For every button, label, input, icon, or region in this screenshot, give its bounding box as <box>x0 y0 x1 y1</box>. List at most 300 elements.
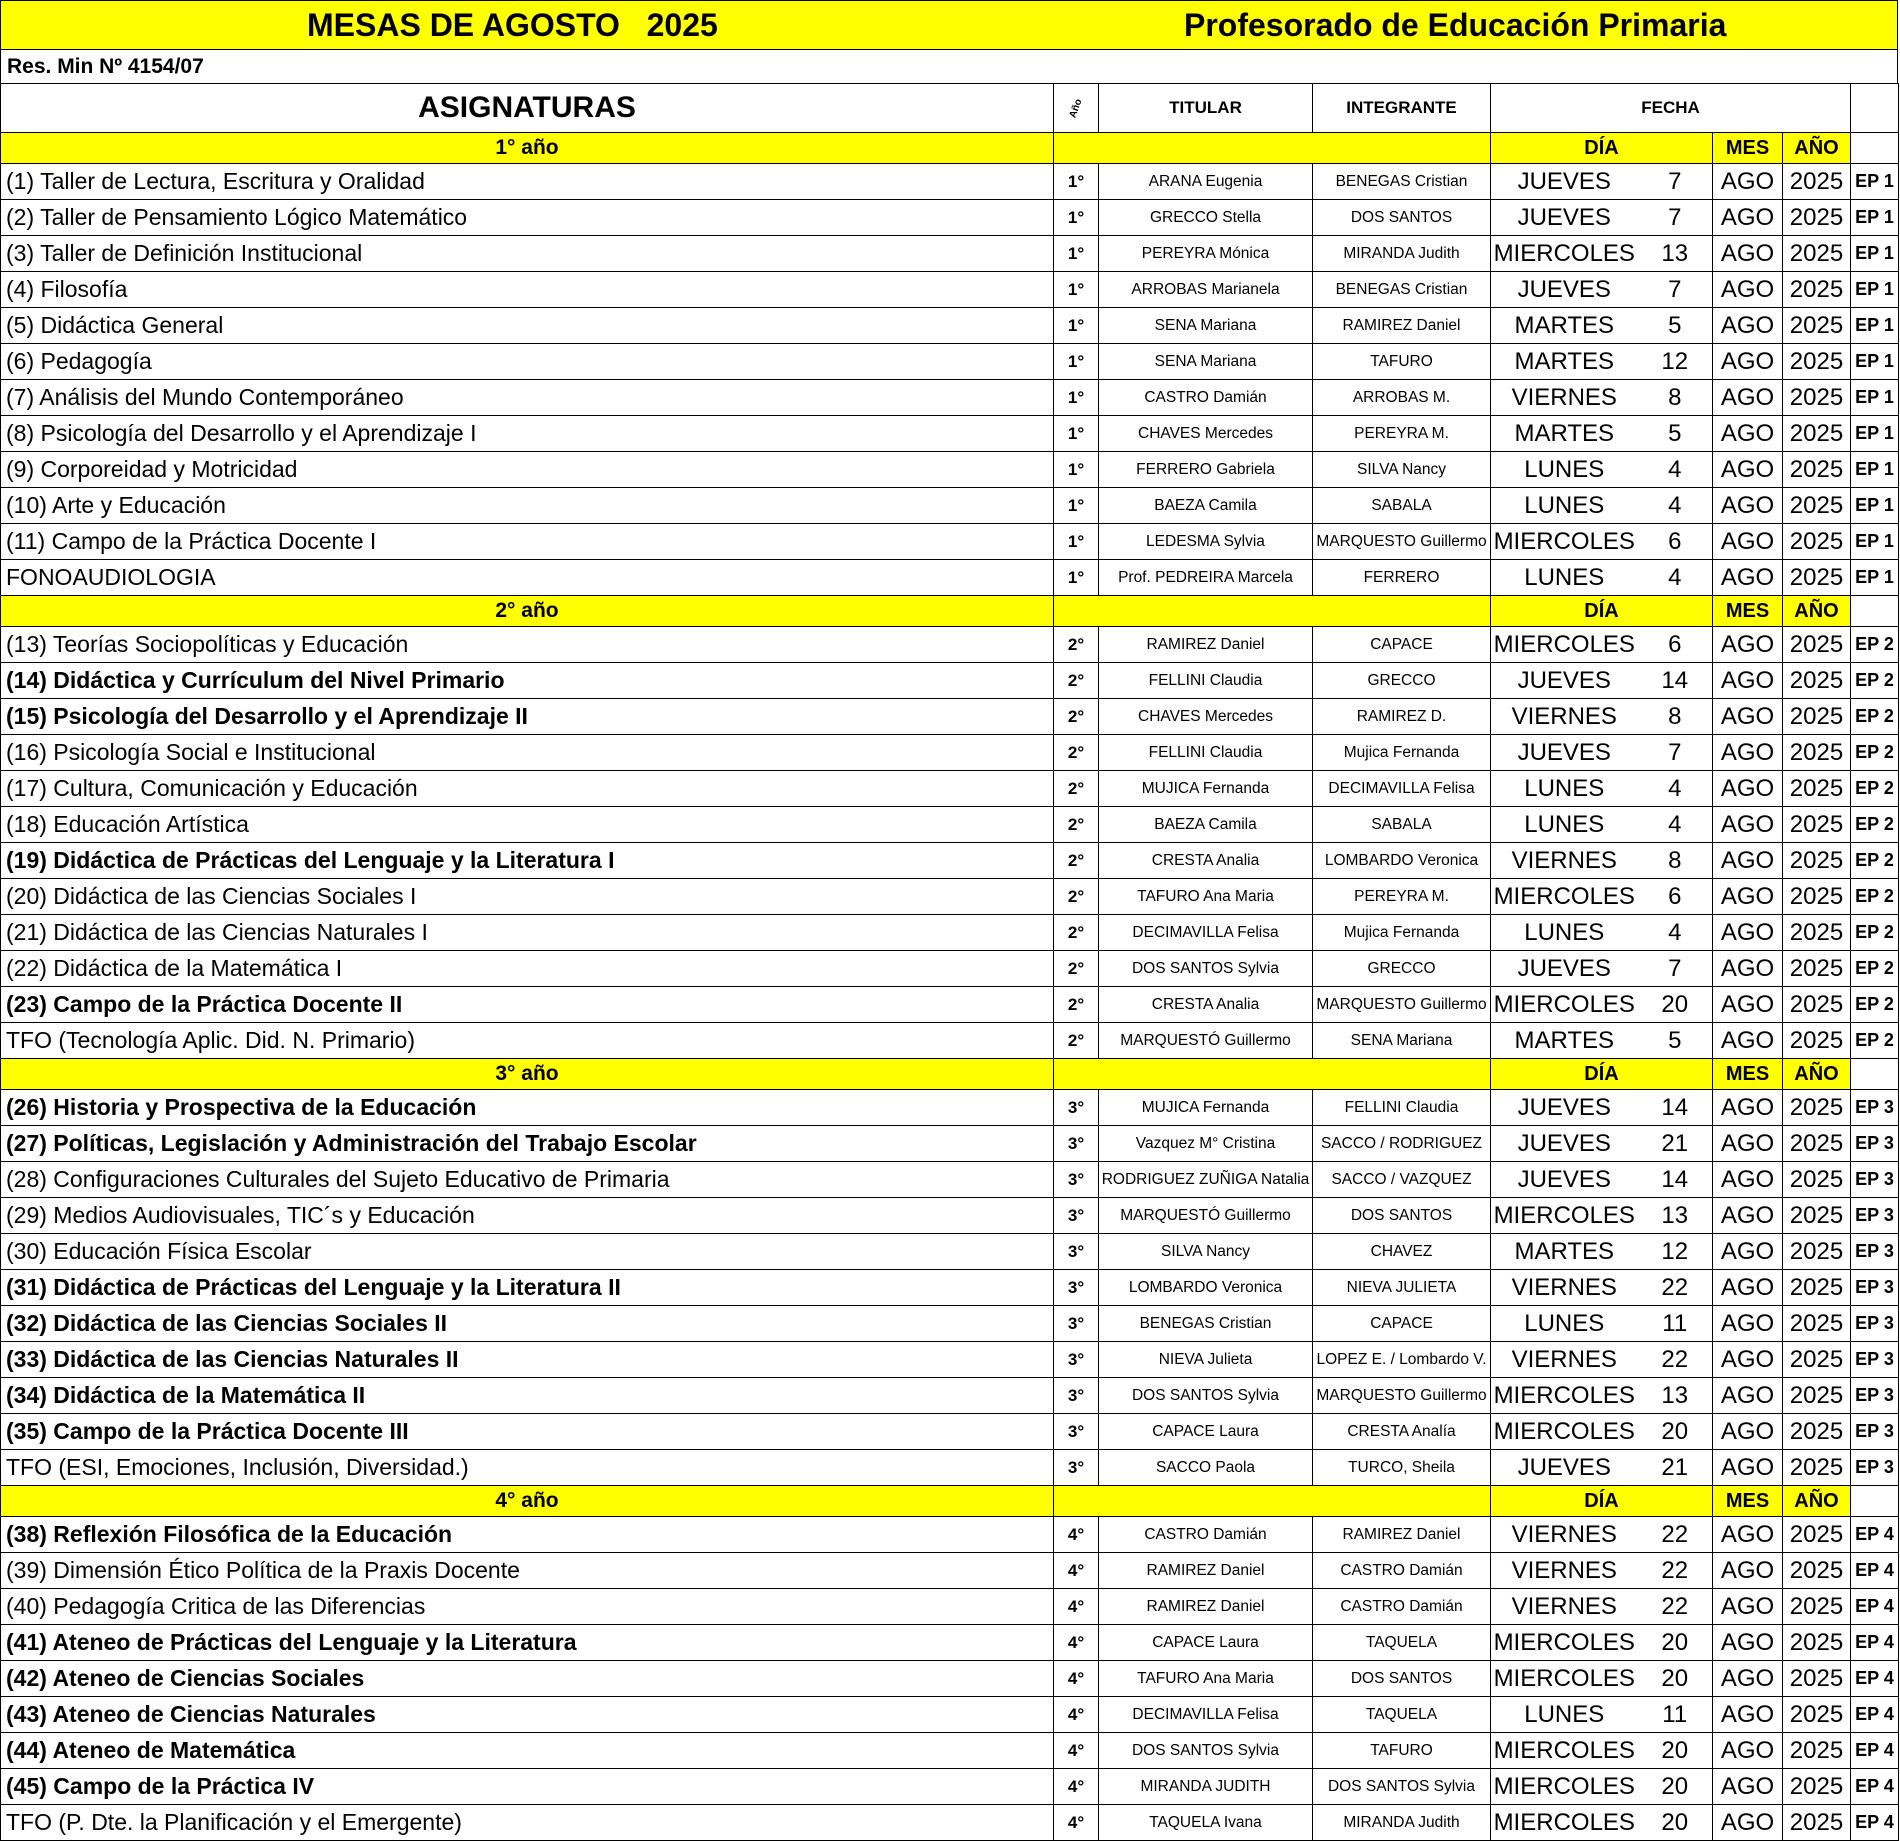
subject-cell <box>1 1126 1054 1162</box>
titular-cell: DOS SANTOS Sylvia <box>1099 1733 1313 1769</box>
year-date-cell: 2025 <box>1783 771 1851 807</box>
subject-name: (10) Arte y Educación <box>6 492 226 518</box>
day-cell: MARTES <box>1491 308 1638 344</box>
integrante-cell: SACCO / RODRIGUEZ <box>1313 1126 1491 1162</box>
year-cell: 2° <box>1054 807 1099 843</box>
integrante-cell: FERRERO <box>1313 560 1491 596</box>
subject-name: (17) Cultura, Comunicación y Educación <box>6 775 418 801</box>
ep-cell: EP 2 <box>1851 1023 1899 1059</box>
year-cell: 3° <box>1054 1414 1099 1450</box>
day-cell: LUNES <box>1491 807 1638 843</box>
integrante-cell: MIRANDA Judith <box>1313 236 1491 272</box>
year-date-cell: 2025 <box>1783 1625 1851 1661</box>
month-cell: AGO <box>1713 1414 1783 1450</box>
integrante-cell: MARQUESTO Guillermo <box>1313 987 1491 1023</box>
subject-name: (1) Taller de Lectura, Escritura y Oralidad <box>6 168 425 194</box>
year-date-cell: 2025 <box>1783 1450 1851 1486</box>
year-cell: 3° <box>1054 1126 1099 1162</box>
titular-cell: CRESTA Analia <box>1099 843 1313 879</box>
titular-cell: RAMIREZ Daniel <box>1099 1553 1313 1589</box>
section-empty-cell <box>1054 1486 1491 1517</box>
month-cell: AGO <box>1713 951 1783 987</box>
titular-cell: MARQUESTÓ Guillermo <box>1099 1023 1313 1059</box>
table-row <box>1 560 1899 596</box>
section-ano-label: AÑO <box>1783 596 1851 627</box>
header-anio-text: Año <box>1067 96 1085 120</box>
section-header-row <box>1 1486 1899 1517</box>
year-cell: 4° <box>1054 1769 1099 1805</box>
titular-cell: CASTRO Damián <box>1099 380 1313 416</box>
table-row <box>1 1414 1899 1450</box>
ep-cell: EP 1 <box>1851 452 1899 488</box>
month-cell: AGO <box>1713 1805 1783 1841</box>
year-cell: 1° <box>1054 452 1099 488</box>
month-cell: AGO <box>1713 344 1783 380</box>
day-cell: JUEVES <box>1491 1162 1638 1198</box>
date-number-cell: 11 <box>1638 1306 1713 1342</box>
date-number-cell: 20 <box>1638 1414 1713 1450</box>
titular-cell: PEREYRA Mónica <box>1099 236 1313 272</box>
section-empty-cell <box>1054 1059 1491 1090</box>
date-number-cell: 4 <box>1638 488 1713 524</box>
year-cell: 1° <box>1054 164 1099 200</box>
date-number-cell: 5 <box>1638 308 1713 344</box>
year-cell: 2° <box>1054 735 1099 771</box>
table-row <box>1 843 1899 879</box>
ep-cell: EP 2 <box>1851 951 1899 987</box>
month-cell: AGO <box>1713 1162 1783 1198</box>
titular-cell: DOS SANTOS Sylvia <box>1099 1378 1313 1414</box>
section-blank-cell <box>1851 1486 1899 1517</box>
ep-cell: EP 2 <box>1851 771 1899 807</box>
date-number-cell: 4 <box>1638 771 1713 807</box>
subject-name: FONOAUDIOLOGIA <box>6 564 216 590</box>
titular-cell: BENEGAS Cristian <box>1099 1306 1313 1342</box>
titular-cell: FELLINI Claudia <box>1099 663 1313 699</box>
date-number-cell: 13 <box>1638 236 1713 272</box>
date-number-cell: 7 <box>1638 200 1713 236</box>
integrante-cell: RAMIREZ D. <box>1313 699 1491 735</box>
titular-cell: CHAVES Mercedes <box>1099 699 1313 735</box>
title-profesorado: Profesorado de Educación Primaria <box>1184 7 1727 43</box>
titular-cell: SACCO Paola <box>1099 1450 1313 1486</box>
ep-cell: EP 2 <box>1851 843 1899 879</box>
integrante-cell: CHAVEZ <box>1313 1234 1491 1270</box>
ep-cell: EP 4 <box>1851 1661 1899 1697</box>
year-date-cell: 2025 <box>1783 1378 1851 1414</box>
day-cell: MIERCOLES <box>1491 1378 1638 1414</box>
table-row <box>1 452 1899 488</box>
titular-cell: MIRANDA JUDITH <box>1099 1769 1313 1805</box>
month-cell: AGO <box>1713 200 1783 236</box>
month-cell: AGO <box>1713 272 1783 308</box>
table-row <box>1 1661 1899 1697</box>
subject-cell <box>1 987 1054 1023</box>
date-number-cell: 22 <box>1638 1553 1713 1589</box>
year-cell: 2° <box>1054 663 1099 699</box>
section-dia-label: DÍA <box>1491 1486 1713 1517</box>
section-blank-cell <box>1851 596 1899 627</box>
table-row <box>1 380 1899 416</box>
integrante-cell: TAFURO <box>1313 344 1491 380</box>
day-cell: VIERNES <box>1491 699 1638 735</box>
day-cell: LUNES <box>1491 1697 1638 1733</box>
subject-name: (14) Didáctica y Currículum del Nivel Primario <box>6 667 505 693</box>
ep-cell: EP 4 <box>1851 1769 1899 1805</box>
date-number-cell: 7 <box>1638 272 1713 308</box>
year-cell: 4° <box>1054 1733 1099 1769</box>
subject-cell <box>1 344 1054 380</box>
year-date-cell: 2025 <box>1783 164 1851 200</box>
day-cell: MIERCOLES <box>1491 879 1638 915</box>
titular-cell: CASTRO Damián <box>1099 1517 1313 1553</box>
ep-cell: EP 1 <box>1851 272 1899 308</box>
month-cell: AGO <box>1713 663 1783 699</box>
day-cell: VIERNES <box>1491 1589 1638 1625</box>
integrante-cell: DOS SANTOS <box>1313 1198 1491 1234</box>
subject-name: (43) Ateneo de Ciencias Naturales <box>6 1701 376 1727</box>
subject-name: (44) Ateneo de Matemática <box>6 1737 296 1763</box>
titular-cell: BAEZA Camila <box>1099 488 1313 524</box>
subject-cell <box>1 1270 1054 1306</box>
subject-name: (13) Teorías Sociopolíticas y Educación <box>6 631 409 657</box>
ep-cell: EP 4 <box>1851 1625 1899 1661</box>
date-number-cell: 22 <box>1638 1517 1713 1553</box>
titular-cell: CRESTA Analia <box>1099 987 1313 1023</box>
date-number-cell: 4 <box>1638 807 1713 843</box>
month-cell: AGO <box>1713 452 1783 488</box>
subject-cell <box>1 272 1054 308</box>
subject-name: (41) Ateneo de Prácticas del Lenguaje y la Literatura <box>6 1629 577 1655</box>
subject-name: (23) Campo de la Práctica Docente II <box>6 991 403 1017</box>
subject-cell <box>1 915 1054 951</box>
day-cell: MARTES <box>1491 416 1638 452</box>
day-cell: MIERCOLES <box>1491 1625 1638 1661</box>
day-cell: JUEVES <box>1491 951 1638 987</box>
integrante-cell: TAFURO <box>1313 1733 1491 1769</box>
month-cell: AGO <box>1713 1733 1783 1769</box>
date-number-cell: 22 <box>1638 1270 1713 1306</box>
date-number-cell: 20 <box>1638 987 1713 1023</box>
subject-name: (26) Historia y Prospectiva de la Educación <box>6 1094 477 1120</box>
day-cell: MIERCOLES <box>1491 1805 1638 1841</box>
year-cell: 2° <box>1054 843 1099 879</box>
year-date-cell: 2025 <box>1783 987 1851 1023</box>
ep-cell: EP 3 <box>1851 1234 1899 1270</box>
date-number-cell: 5 <box>1638 416 1713 452</box>
year-cell: 3° <box>1054 1270 1099 1306</box>
year-cell: 1° <box>1054 380 1099 416</box>
day-cell: LUNES <box>1491 452 1638 488</box>
year-date-cell: 2025 <box>1783 380 1851 416</box>
year-date-cell: 2025 <box>1783 1661 1851 1697</box>
subject-name: (2) Taller de Pensamiento Lógico Matemático <box>6 204 468 230</box>
table-row <box>1 1234 1899 1270</box>
section-mes-label: MES <box>1713 1486 1783 1517</box>
year-date-cell: 2025 <box>1783 560 1851 596</box>
year-cell: 4° <box>1054 1661 1099 1697</box>
integrante-cell: SENA Mariana <box>1313 1023 1491 1059</box>
table-row <box>1 1378 1899 1414</box>
titular-cell: SENA Mariana <box>1099 308 1313 344</box>
section-header-row <box>1 1059 1899 1090</box>
year-cell: 2° <box>1054 699 1099 735</box>
titular-cell: TAFURO Ana Maria <box>1099 1661 1313 1697</box>
titular-cell: ARANA Eugenia <box>1099 164 1313 200</box>
date-number-cell: 8 <box>1638 699 1713 735</box>
titular-cell: BAEZA Camila <box>1099 807 1313 843</box>
section-title: 3° año <box>1 1059 1054 1090</box>
table-row <box>1 1625 1899 1661</box>
subject-name: (38) Reflexión Filosófica de la Educación <box>6 1521 453 1547</box>
year-date-cell: 2025 <box>1783 1697 1851 1733</box>
date-number-cell: 6 <box>1638 524 1713 560</box>
table-row <box>1 1697 1899 1733</box>
day-cell: MIERCOLES <box>1491 627 1638 663</box>
table-row <box>1 915 1899 951</box>
year-date-cell: 2025 <box>1783 1126 1851 1162</box>
day-cell: JUEVES <box>1491 1450 1638 1486</box>
month-cell: AGO <box>1713 1378 1783 1414</box>
table-row <box>1 1162 1899 1198</box>
day-cell: JUEVES <box>1491 272 1638 308</box>
section-header-row <box>1 596 1899 627</box>
header-titular: TITULAR <box>1099 84 1313 133</box>
subject-name: (42) Ateneo de Ciencias Sociales <box>6 1665 365 1691</box>
integrante-cell: DECIMAVILLA Felisa <box>1313 771 1491 807</box>
table-row <box>1 1517 1899 1553</box>
subject-name: (21) Didáctica de las Ciencias Naturales I <box>6 919 428 945</box>
ep-cell: EP 2 <box>1851 879 1899 915</box>
date-number-cell: 14 <box>1638 1090 1713 1126</box>
date-number-cell: 7 <box>1638 164 1713 200</box>
integrante-cell: MARQUESTO Guillermo <box>1313 524 1491 560</box>
subject-name: (30) Educación Física Escolar <box>6 1238 312 1264</box>
date-number-cell: 12 <box>1638 344 1713 380</box>
table-row <box>1 1342 1899 1378</box>
ep-cell: EP 3 <box>1851 1342 1899 1378</box>
subject-cell <box>1 380 1054 416</box>
subject-cell <box>1 1733 1054 1769</box>
titular-cell: RODRIGUEZ ZUÑIGA Natalia <box>1099 1162 1313 1198</box>
month-cell: AGO <box>1713 627 1783 663</box>
subject-name: TFO (ESI, Emociones, Inclusión, Diversidad.) <box>6 1454 469 1480</box>
subject-cell <box>1 1769 1054 1805</box>
integrante-cell: PEREYRA M. <box>1313 879 1491 915</box>
year-date-cell: 2025 <box>1783 1414 1851 1450</box>
ep-cell: EP 1 <box>1851 416 1899 452</box>
ep-cell: EP 1 <box>1851 380 1899 416</box>
month-cell: AGO <box>1713 807 1783 843</box>
day-cell: MIERCOLES <box>1491 1769 1638 1805</box>
ep-cell: EP 4 <box>1851 1697 1899 1733</box>
date-number-cell: 6 <box>1638 627 1713 663</box>
year-cell: 2° <box>1054 1023 1099 1059</box>
integrante-cell: SILVA Nancy <box>1313 452 1491 488</box>
subject-name: (35) Campo de la Práctica Docente III <box>6 1418 409 1444</box>
titular-cell: NIEVA Julieta <box>1099 1342 1313 1378</box>
year-date-cell: 2025 <box>1783 1306 1851 1342</box>
day-cell: MIERCOLES <box>1491 1198 1638 1234</box>
subject-name: (22) Didáctica de la Matemática I <box>6 955 343 981</box>
table-row <box>1 272 1899 308</box>
day-cell: VIERNES <box>1491 1553 1638 1589</box>
year-date-cell: 2025 <box>1783 524 1851 560</box>
ep-cell: EP 3 <box>1851 1414 1899 1450</box>
subject-cell <box>1 1553 1054 1589</box>
ep-cell: EP 2 <box>1851 663 1899 699</box>
day-cell: LUNES <box>1491 915 1638 951</box>
table-row <box>1 344 1899 380</box>
month-cell: AGO <box>1713 987 1783 1023</box>
year-date-cell: 2025 <box>1783 1733 1851 1769</box>
titular-cell: CHAVES Mercedes <box>1099 416 1313 452</box>
year-cell: 3° <box>1054 1378 1099 1414</box>
year-date-cell: 2025 <box>1783 699 1851 735</box>
section-mes-label: MES <box>1713 1059 1783 1090</box>
ep-cell: EP 3 <box>1851 1198 1899 1234</box>
day-cell: MARTES <box>1491 344 1638 380</box>
date-number-cell: 21 <box>1638 1450 1713 1486</box>
year-date-cell: 2025 <box>1783 1342 1851 1378</box>
year-cell: 4° <box>1054 1589 1099 1625</box>
day-cell: LUNES <box>1491 771 1638 807</box>
subject-cell <box>1 1342 1054 1378</box>
subject-name: (45) Campo de la Práctica IV <box>6 1773 315 1799</box>
ep-cell: EP 4 <box>1851 1733 1899 1769</box>
date-number-cell: 5 <box>1638 1023 1713 1059</box>
exam-schedule-table <box>0 83 1899 1841</box>
ep-cell: EP 2 <box>1851 987 1899 1023</box>
subject-cell <box>1 1697 1054 1733</box>
table-row <box>1 1198 1899 1234</box>
subject-cell <box>1 843 1054 879</box>
table-row <box>1 987 1899 1023</box>
year-date-cell: 2025 <box>1783 488 1851 524</box>
table-row <box>1 879 1899 915</box>
subject-cell <box>1 699 1054 735</box>
date-number-cell: 12 <box>1638 1234 1713 1270</box>
month-cell: AGO <box>1713 1306 1783 1342</box>
table-row <box>1 1126 1899 1162</box>
day-cell: JUEVES <box>1491 200 1638 236</box>
subject-name: (18) Educación Artística <box>6 811 249 837</box>
year-cell: 1° <box>1054 488 1099 524</box>
integrante-cell: GRECCO <box>1313 663 1491 699</box>
titular-cell: LOMBARDO Veronica <box>1099 1270 1313 1306</box>
header-row <box>1 84 1899 133</box>
year-cell: 1° <box>1054 560 1099 596</box>
year-date-cell: 2025 <box>1783 1198 1851 1234</box>
year-cell: 4° <box>1054 1697 1099 1733</box>
integrante-cell: TAQUELA <box>1313 1697 1491 1733</box>
integrante-cell: DOS SANTOS <box>1313 1661 1491 1697</box>
ep-cell: EP 1 <box>1851 560 1899 596</box>
subject-name: (9) Corporeidad y Motricidad <box>6 456 298 482</box>
month-cell: AGO <box>1713 560 1783 596</box>
subject-cell <box>1 1306 1054 1342</box>
year-date-cell: 2025 <box>1783 1270 1851 1306</box>
titular-cell: RAMIREZ Daniel <box>1099 627 1313 663</box>
ep-cell: EP 1 <box>1851 344 1899 380</box>
year-date-cell: 2025 <box>1783 344 1851 380</box>
ep-cell: EP 3 <box>1851 1450 1899 1486</box>
table-row <box>1 735 1899 771</box>
month-cell: AGO <box>1713 1697 1783 1733</box>
subject-cell <box>1 879 1054 915</box>
date-number-cell: 4 <box>1638 560 1713 596</box>
titular-cell: SENA Mariana <box>1099 344 1313 380</box>
day-cell: VIERNES <box>1491 380 1638 416</box>
year-date-cell: 2025 <box>1783 663 1851 699</box>
ep-cell: EP 2 <box>1851 915 1899 951</box>
table-row <box>1 771 1899 807</box>
integrante-cell: SACCO / VAZQUEZ <box>1313 1162 1491 1198</box>
subject-cell <box>1 1023 1054 1059</box>
subject-cell <box>1 1198 1054 1234</box>
year-cell: 1° <box>1054 416 1099 452</box>
year-date-cell: 2025 <box>1783 1517 1851 1553</box>
year-cell: 1° <box>1054 236 1099 272</box>
month-cell: AGO <box>1713 236 1783 272</box>
subject-cell <box>1 735 1054 771</box>
integrante-cell: Mujica Fernanda <box>1313 735 1491 771</box>
titular-cell: MUJICA Fernanda <box>1099 771 1313 807</box>
year-cell: 1° <box>1054 272 1099 308</box>
integrante-cell: Mujica Fernanda <box>1313 915 1491 951</box>
subject-name: (34) Didáctica de la Matemática II <box>6 1382 366 1408</box>
title-mesas: MESAS DE AGOSTO 2025 <box>307 7 718 43</box>
subject-name: (28) Configuraciones Culturales del Sujeto Educativo de Primaria <box>6 1166 670 1192</box>
month-cell: AGO <box>1713 771 1783 807</box>
table-row <box>1 1450 1899 1486</box>
subject-name: (3) Taller de Definición Institucional <box>6 240 363 266</box>
year-date-cell: 2025 <box>1783 843 1851 879</box>
year-date-cell: 2025 <box>1783 1805 1851 1841</box>
integrante-cell: ARROBAS M. <box>1313 380 1491 416</box>
day-cell: LUNES <box>1491 488 1638 524</box>
resolution-label: Res. Min Nº 4154/07 <box>7 55 204 78</box>
month-cell: AGO <box>1713 1589 1783 1625</box>
month-cell: AGO <box>1713 488 1783 524</box>
section-dia-label: DÍA <box>1491 596 1713 627</box>
subject-name: TFO (P. Dte. la Planificación y el Emergente) <box>6 1809 462 1835</box>
day-cell: MARTES <box>1491 1234 1638 1270</box>
integrante-cell: NIEVA JULIETA <box>1313 1270 1491 1306</box>
resolution-row <box>0 50 1898 83</box>
titular-cell: SILVA Nancy <box>1099 1234 1313 1270</box>
titular-cell: LEDESMA Sylvia <box>1099 524 1313 560</box>
ep-cell: EP 1 <box>1851 164 1899 200</box>
month-cell: AGO <box>1713 1023 1783 1059</box>
titular-cell: RAMIREZ Daniel <box>1099 1589 1313 1625</box>
integrante-cell: DOS SANTOS Sylvia <box>1313 1769 1491 1805</box>
year-date-cell: 2025 <box>1783 1589 1851 1625</box>
ep-cell: EP 1 <box>1851 236 1899 272</box>
ep-cell: EP 2 <box>1851 627 1899 663</box>
subject-cell <box>1 1517 1054 1553</box>
subject-cell <box>1 1162 1054 1198</box>
titular-cell: DECIMAVILLA Felisa <box>1099 1697 1313 1733</box>
subject-name: TFO (Tecnología Aplic. Did. N. Primario) <box>6 1027 416 1053</box>
day-cell: JUEVES <box>1491 1090 1638 1126</box>
ep-cell: EP 4 <box>1851 1517 1899 1553</box>
subject-cell <box>1 200 1054 236</box>
integrante-cell: RAMIREZ Daniel <box>1313 308 1491 344</box>
ep-cell: EP 1 <box>1851 524 1899 560</box>
subject-cell <box>1 1589 1054 1625</box>
date-number-cell: 8 <box>1638 380 1713 416</box>
